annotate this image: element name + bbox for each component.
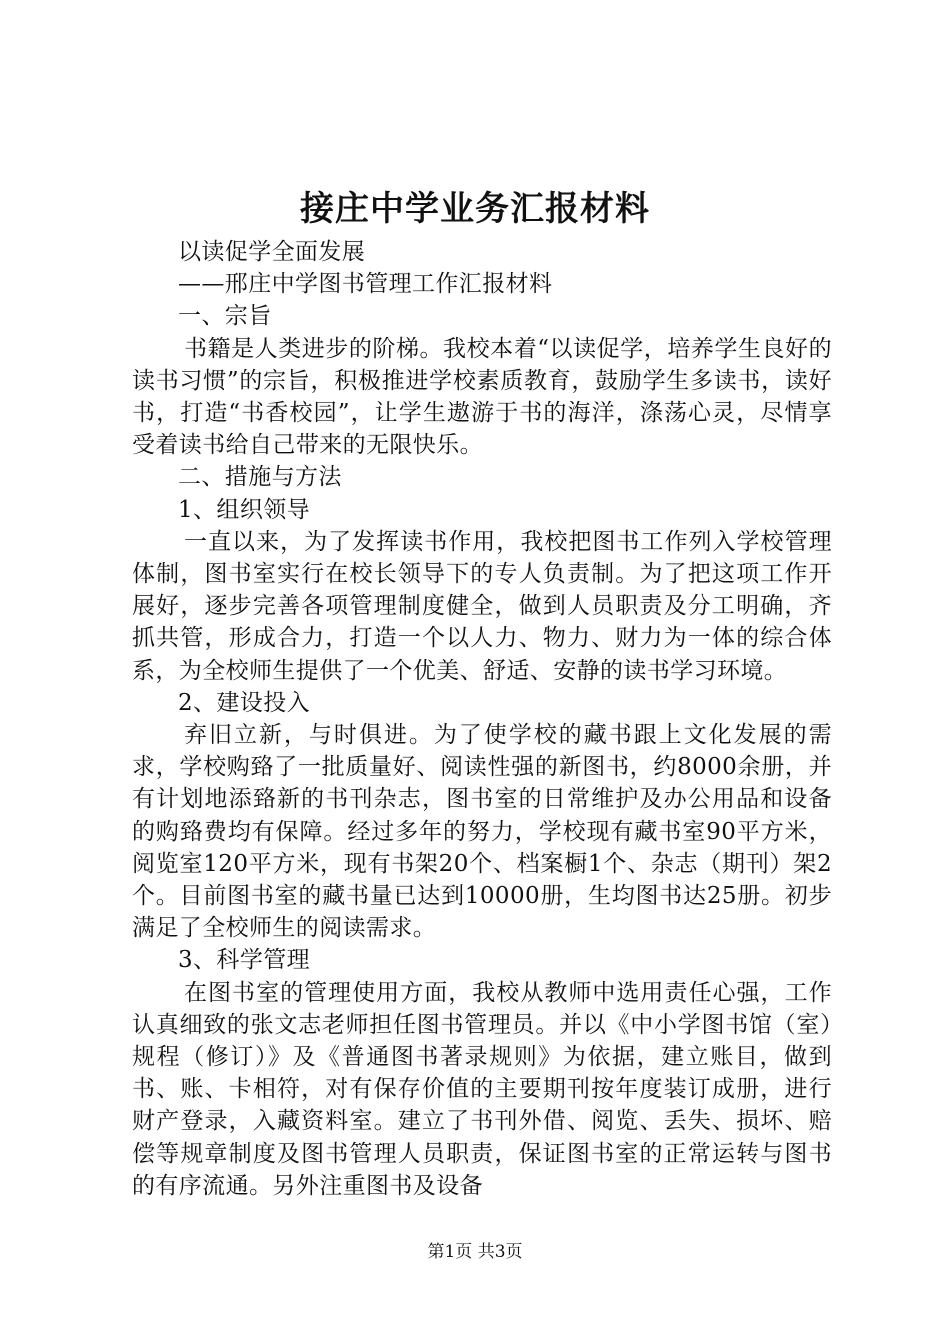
paragraph-management: 在图书室的管理使用方面，我校从教师中选用责任心强，工作认真细致的张文志老师担任图书管理员。并以《中小学图书馆（室）规程（修订）》及《普通图书著录规则》为依据，建立账目，做到书、账、卡相符，对有保存价值的主要期刊按年度装订成册，进行财产登录，入藏资料室。建立了书刊外借、阅览、丢失、损坏、赔偿等规章制度及图书管理人员职责，保证图书室的正常运转与图书的有序流通。另外注重图书及设备 — [132, 979, 832, 1199]
subsection-heading-management: 3、科学管理 — [178, 947, 311, 974]
paragraph-purpose: 书籍是人类进步的阶梯。我校本着“以读促学，培养学生良好的读书习惯”的宗旨，积极推进学校素质教育，鼓励学生多读书，读好书，打造“书香校园”，让学生遨游于书的海洋，涤荡心灵，尽情享受着读书给自己带来的无限快乐。 — [132, 335, 832, 459]
subsection-heading-investment: 2、建设投入 — [178, 689, 311, 716]
page-footer: 第1页 共3页 — [427, 1242, 523, 1262]
section-heading-measures: 二、措施与方法 — [178, 464, 342, 491]
subsection-heading-leadership: 1、组织领导 — [178, 496, 311, 523]
section-heading-purpose: 一、宗旨 — [178, 303, 272, 330]
document-body — [132, 236, 832, 1202]
paragraph-leadership: 一直以来，为了发挥读书作用，我校把图书工作列入学校管理体制，图书室实行在校长领导下的专人负责制。为了把这项工作开展好，逐步完善各项管理制度健全，做到人员职责及分工明确，齐抓共管，形成合力，打造一个以人力、物力、财力为一体的综合体系，为全校师生提供了一个优美、舒适、安静的读书学习环境。 — [132, 528, 832, 684]
byline: ——邢庄中学图书管理工作汇报材料 — [178, 271, 553, 298]
document-title: 接庄中学业务汇报材料 — [300, 189, 650, 229]
paragraph-investment: 弃旧立新，与时俱进。为了使学校的藏书跟上文化发展的需求，学校购臵了一批质量好、阅读性强的新图书，约8000余册，并有计划地添臵新的书刊杂志，图书室的日常维护及办公用品和设备的购臵费均有保障。经过多年的努力，学校现有藏书室90平方米，阅览室120平方米，现有书架20个、档案橱1个、杂志（期刊）架2个。目前图书室的藏书量已达到10000册，生均图书达25册。初步满足了全校师生的阅读需求。 — [132, 722, 832, 942]
subtitle: 以读促学全面发展 — [178, 239, 366, 265]
